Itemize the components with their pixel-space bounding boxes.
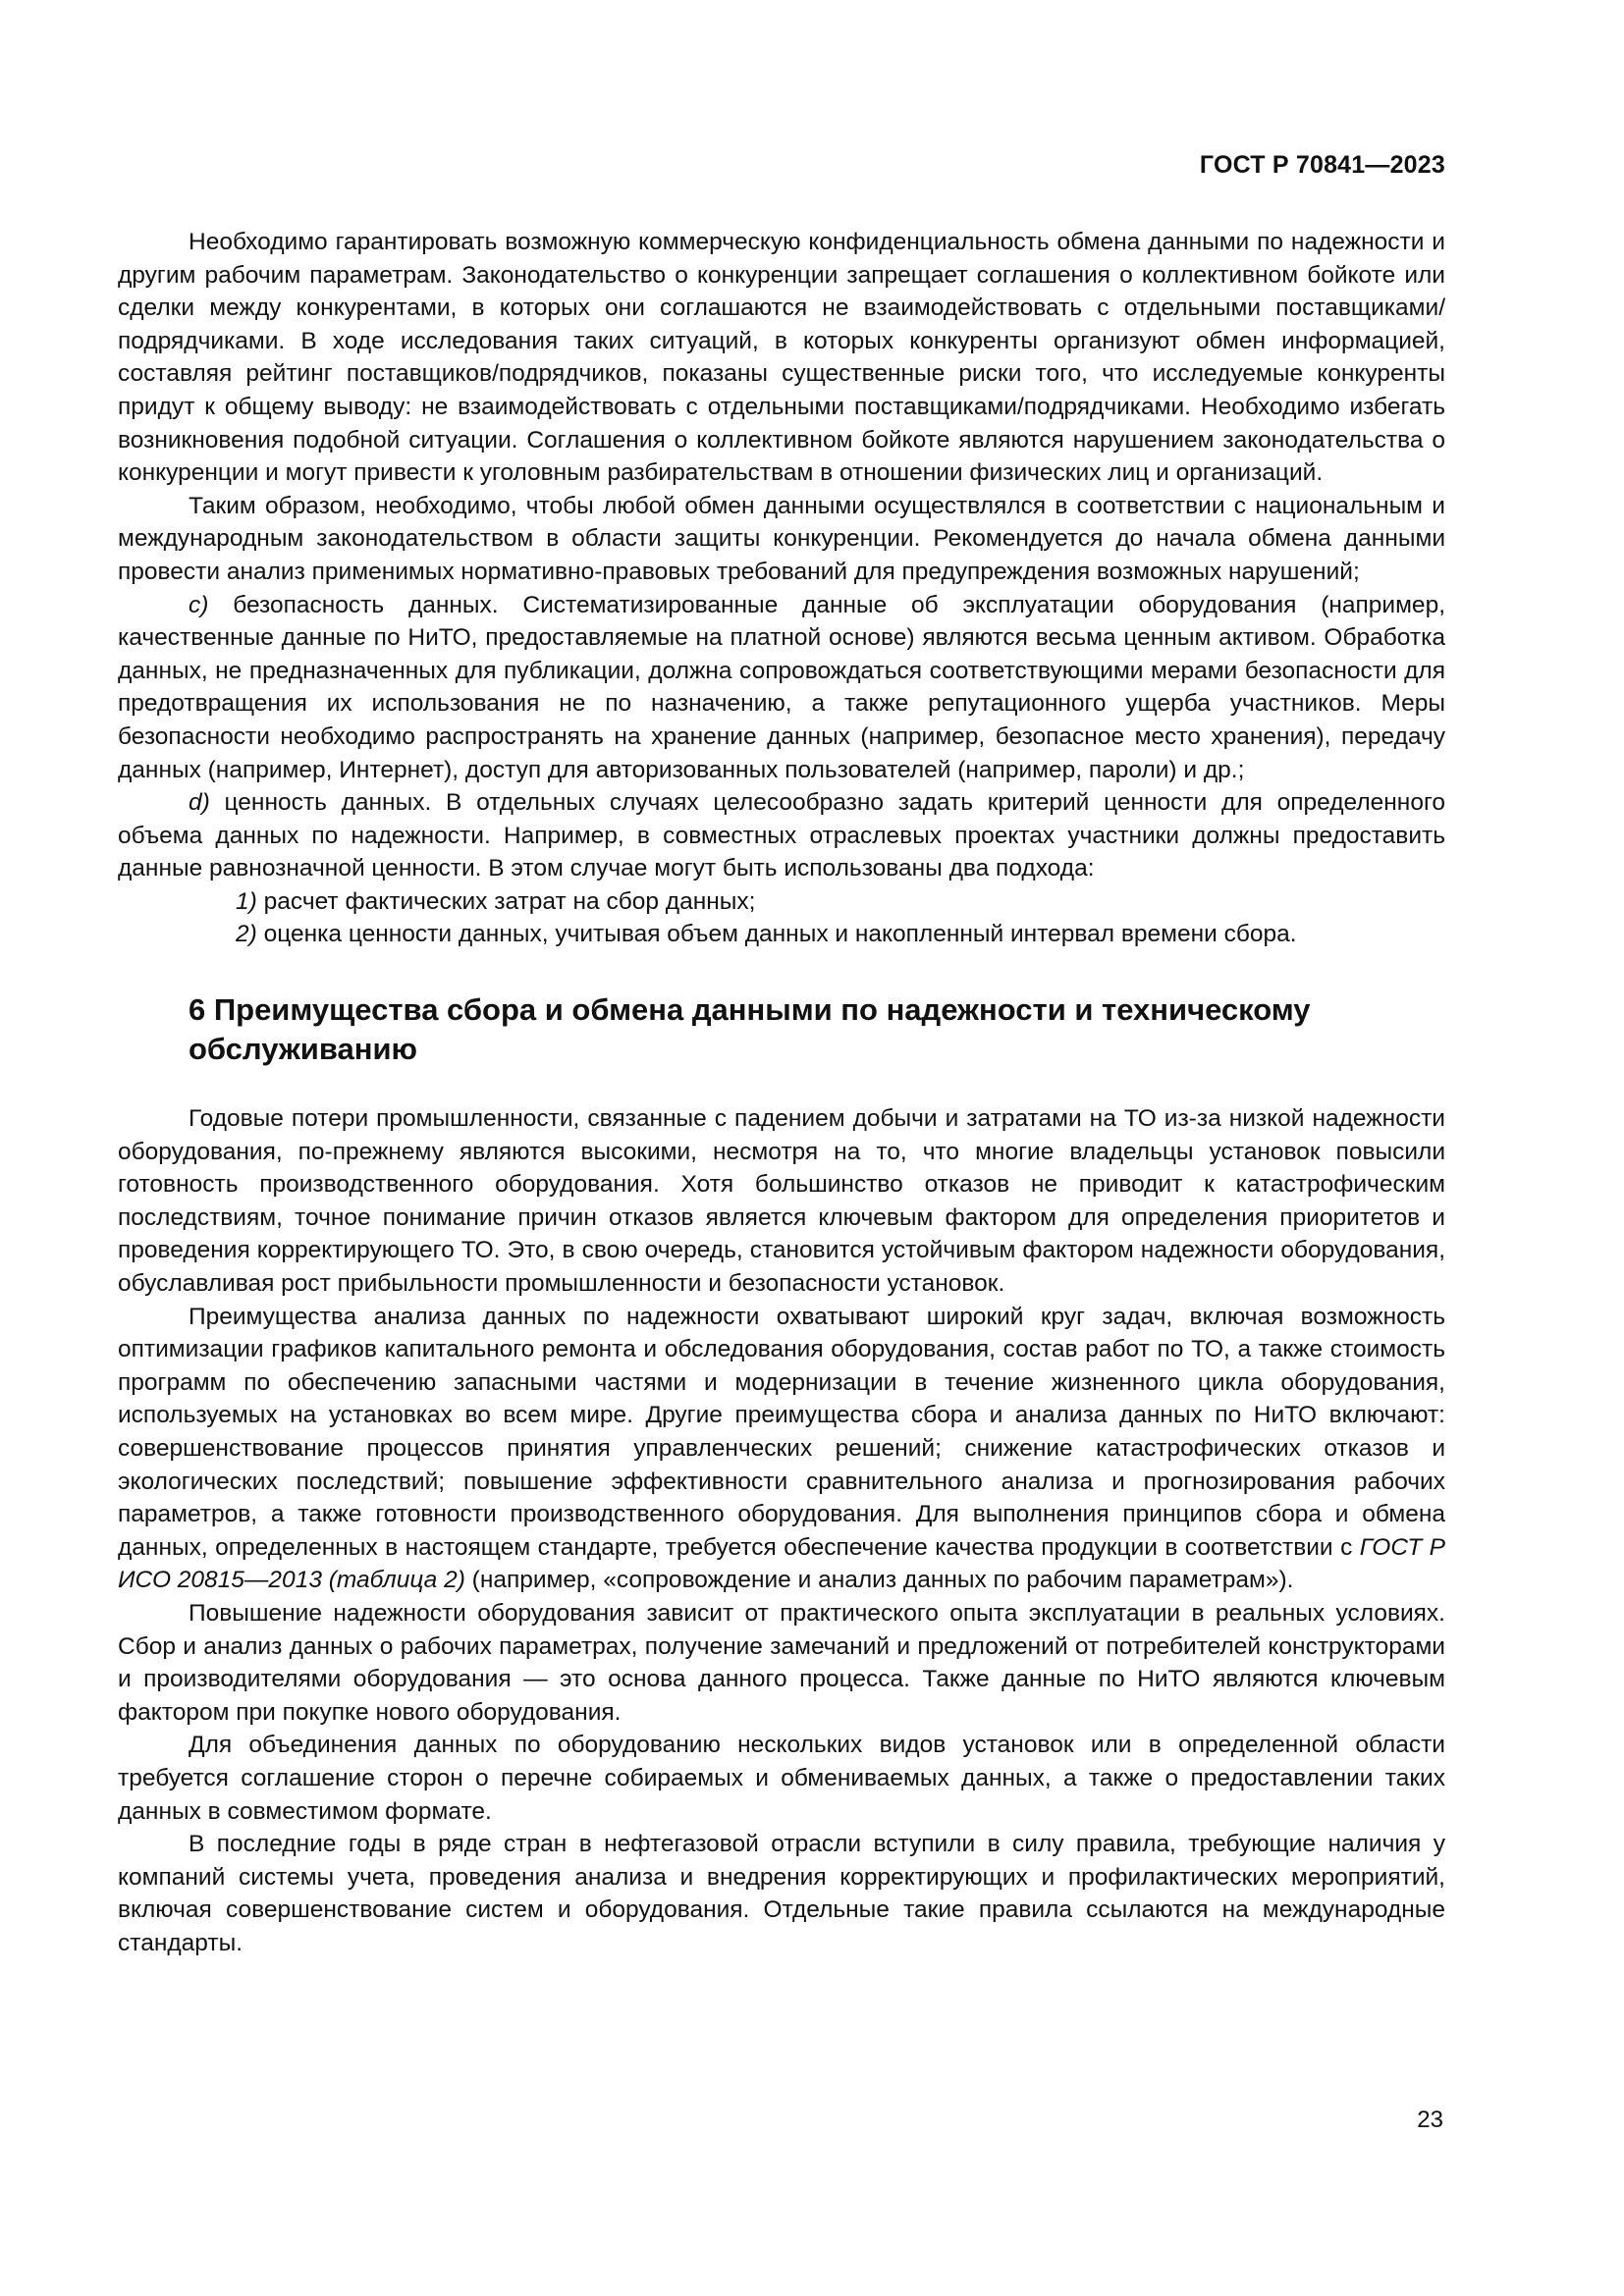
- list-item-c: [118, 589, 1445, 787]
- list-marker: 2): [236, 921, 257, 948]
- paragraph-text: (например, «сопровождение и анализ данных по рабочим параметрам»).: [464, 1567, 1294, 1594]
- sublist-item-1: [118, 885, 1445, 919]
- list-item-d: [118, 786, 1445, 885]
- list-item-text: ценность данных. В отдельных случаях целесообразно задать критерий ценности для определенного объема данных по надежности. Например, в совместных отраслевых проектах участники должны предоставить данные равнозначной ценности. В этом случае могут быть использованы два подхода:: [118, 789, 1445, 882]
- list-item-text: безопасность данных. Систематизированные данные об эксплуатации оборудования (например, качественные данные по НиТО, предоставляемые на платной основе) являются весьма ценным активом. Обработка данных, не предназначенных для публикации, должна сопровождаться соответствующими мерами безопасности для предотвращения их использования не по назначению, а также репутационного ущерба участников. Меры безопасности необходимо распространять на хранение данных (например, безопасное место хранения), передачу данных (например, Интернет), доступ для авторизованных пользователей (например, пароли) и др.;: [118, 591, 1445, 783]
- paragraph: [118, 1301, 1445, 1597]
- document-body: [118, 226, 1445, 1960]
- list-marker: 1): [236, 887, 257, 915]
- paragraph: Таким образом, необходимо, чтобы любой обмен данными осуществлялся в соответствии с национальным и международным законодательством в области защиты конкуренции. Рекомендуется до начала обмена данными провести анализ применимых нормативно-правовых требований для предупреждения возможных нарушений;: [118, 492, 1445, 585]
- paragraph-text: Преимущества анализа данных по надежности охватывают широкий круг задач, включая возможность оптимизации графиков капитального ремонта и обследования оборудования, состав работ по ТО, а также стоимость программ по обеспечению запасными частями и модернизации в течение жизненного цикла оборудования, используемых на установках во всем мире. Другие преимущества сбора и анализа данных по НиТО включают: совершенствование процессов принятия управленческих решений; снижение катастрофических отказов и экологических последствий; повышение эффективности сравнительного анализа и прогнозирования рабочих параметров, а также готовности производственного оборудования. Для выполнения принципов сбора и обмена данных, определенных в настоящем стандарте, требуется обеспечение качества продукции в соответствии с: [118, 1303, 1445, 1561]
- standard-reference: ГОСТ Р ИСО 20815—2013 (таблица 2): [118, 1533, 1445, 1594]
- list-item-text: расчет фактических затрат на сбор данных;: [263, 887, 756, 915]
- paragraph: Повышение надежности оборудования зависит от практического опыта эксплуатации в реальных условиях. Сбор и анализ данных о рабочих параметрах, получение замечаний и предложений от потребителей конструкторами и производителями оборудования — это основа данного процесса. Также данные по НиТО являются ключевым фактором при покупке нового оборудования.: [118, 1599, 1445, 1726]
- list-marker: c): [189, 591, 209, 618]
- paragraph: В последние годы в ряде стран в нефтегазовой отрасли вступили в силу правила, требующие наличия у компаний системы учета, проведения анализа и внедрения корректирующих и профилактических мероприятий, включая совершенствование систем и оборудования. Отдельные такие правила ссылаются на международные стандарты.: [118, 1831, 1445, 1956]
- list-item-text: оценка ценности данных, учитывая объем данных и накопленный интервал времени сбора.: [263, 921, 1297, 948]
- paragraph: Для объединения данных по оборудованию нескольких видов установок или в определенной области требуется соглашение сторон о перечне собираемых и обмениваемых данных, а также о предоставлении таких данных в совместимом формате.: [118, 1732, 1445, 1825]
- section-heading-line: обслуживанию: [189, 1032, 417, 1067]
- paragraph: Необходимо гарантировать возможную коммерческую конфиденциальность обмена данными по надежности и другим рабочим параметрам. Законодательство о конкуренции запрещает соглашения о коллективном бойкоте или сделки между конкурентами, в которых они соглашаются не взаимодействовать с отдельными поставщиками/подрядчиками. В ходе исследования таких ситуаций, в которых конкуренты организуют обмен информацией, составляя рейтинг поставщиков/подрядчиков, показаны существенные риски того, что исследуемые конкуренты придут к общему выводу: не взаимодействовать с отдельными поставщиками/подрядчиками. Необходимо избегать возникновения подобной ситуации. Соглашения о коллективном бойкоте являются нарушением законодательства о конкуренции и могут привести к уголовным разбирательствам в отношении физических лиц и организаций.: [118, 229, 1445, 487]
- section-heading-line: 6 Преимущества сбора и обмена данными по надежности и техническому: [189, 992, 1311, 1028]
- list-marker: d): [189, 789, 210, 817]
- document-header: ГОСТ Р 70841—2023: [1199, 151, 1445, 179]
- paragraph: Годовые потери промышленности, связанные с падением добычи и затратами на ТО из-за низкой надежности оборудования, по-прежнему являются высокими, несмотря на то, что многие владельцы установок повысили готовность производственного оборудования. Хотя большинство отказов не приводит к катастрофическим последствиям, точное понимание причин отказов является ключевым фактором для определения приоритетов и проведения корректирующего ТО. Это, в свою очередь, становится устойчивым фактором надежности оборудования, обуславливая рост прибыльности промышленности и безопасности установок.: [118, 1105, 1445, 1298]
- section-heading: [189, 990, 1445, 1069]
- sublist-item-2: [118, 918, 1445, 951]
- page-number: 23: [1417, 2107, 1443, 2133]
